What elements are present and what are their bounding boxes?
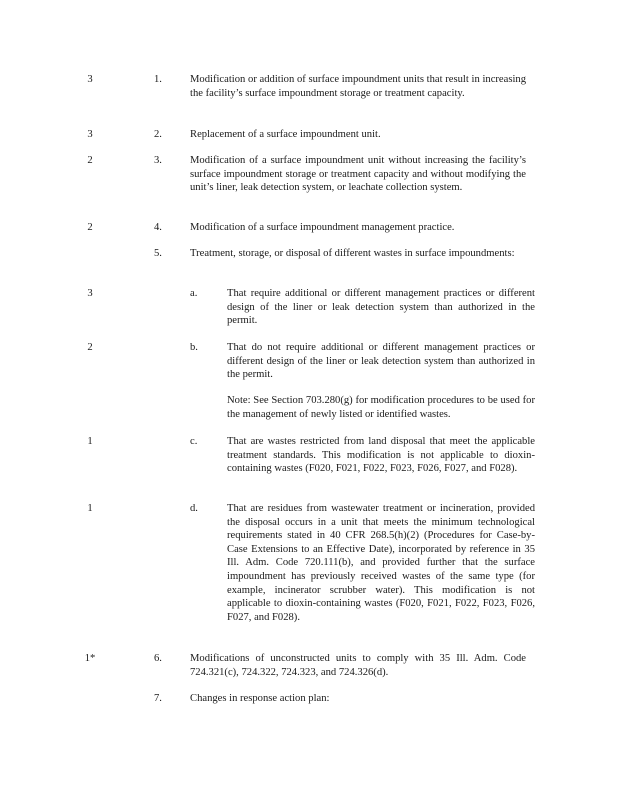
- sub-item-text: That do not require additional or different management practices or different design of the liner or leak detection system than authorized in the permit.: [227, 342, 535, 381]
- class-cell: 2: [87, 342, 93, 353]
- class-cell: 1: [87, 436, 93, 447]
- sub-item-text: That require additional or different management practices or different design of the liner or leak detection system than authorized in the permit.: [227, 288, 535, 327]
- class-cell: 3: [87, 74, 93, 85]
- sub-item-letter: d.: [190, 503, 198, 514]
- item-number: 2.: [154, 129, 162, 140]
- sub-item-text: That are wastes restricted from land disposal that meet the applicable treatment standards. This modification is not applicable to dioxin-containing wastes (F020, F021, F022, F023, F026, F027, and F028).: [227, 436, 535, 475]
- item-text: Modification of a surface impoundment unit without increasing the facility’s surface impoundment storage or treatment capacity and without modifying the unit’s liner, leak detection system, or leachate collection system.: [190, 155, 526, 194]
- item-text: Replacement of a surface impoundment unit.: [190, 129, 381, 140]
- item-number: 5.: [154, 248, 162, 259]
- sub-item-letter: a.: [190, 288, 198, 299]
- class-cell: 1: [87, 503, 93, 514]
- item-text: Changes in response action plan:: [190, 693, 330, 704]
- class-cell: 2: [87, 222, 93, 233]
- item-number: 6.: [154, 653, 162, 664]
- item-number: 3.: [154, 155, 162, 166]
- item-number: 1.: [154, 74, 162, 85]
- sub-item-letter: b.: [190, 342, 198, 353]
- class-cell: 3: [87, 288, 93, 299]
- item-text: Modification or addition of surface impoundment units that result in increasing the facility’s surface impoundment storage or treatment capacity.: [190, 74, 526, 99]
- class-cell: 1*: [84, 653, 96, 664]
- item-number: 4.: [154, 222, 162, 233]
- sub-item-text: That are residues from wastewater treatment or incineration, provided the disposal occurs in a unit that meets the minimum technological requirements stated in 40 CFR 268.5(h)(2) (Procedures for Case-by-Case Extensions to an Effective Date), incorporated by reference in 35 Ill. Adm. Code 720.111(b), and provided further that the surface impoundment has previously received wastes of the same type (for example, incinerator scrubber water). This modification is not applicable to dioxin-containing wastes (F020, F021, F022, F023, F026, F027, and F028).: [227, 503, 535, 623]
- class-cell: 3: [87, 129, 93, 140]
- item-number: 7.: [154, 693, 162, 704]
- item-text: Treatment, storage, or disposal of different wastes in surface impoundments:: [190, 248, 515, 259]
- sub-item-letter: c.: [190, 436, 198, 447]
- note-text: Note: See Section 703.280(g) for modification procedures to be used for the management of newly listed or identified wastes.: [227, 395, 535, 420]
- class-cell: 2: [87, 155, 93, 166]
- item-text: Modification of a surface impoundment management practice.: [190, 222, 455, 233]
- item-text: Modifications of unconstructed units to comply with 35 Ill. Adm. Code 724.321(c), 724.322, 724.323, and 724.326(d).: [190, 653, 526, 678]
